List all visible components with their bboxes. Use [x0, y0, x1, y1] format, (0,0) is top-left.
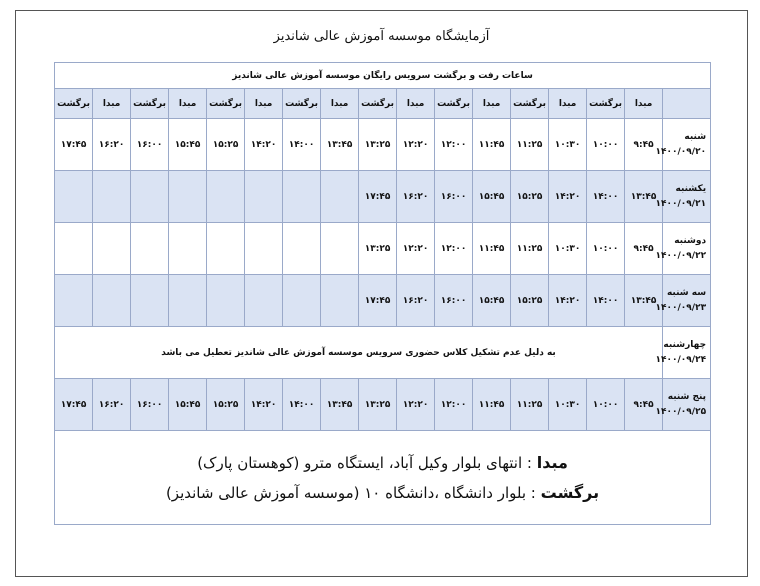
- table-row: [55, 379, 711, 431]
- day-cell: [655, 379, 711, 431]
- time-cell: ۱۱:۴۵: [473, 379, 511, 431]
- time-cell: [55, 223, 93, 275]
- column-header: برگشت: [435, 89, 473, 119]
- time-cell: [321, 223, 359, 275]
- time-cell: [283, 171, 321, 223]
- time-cell: ۹:۴۵: [625, 379, 663, 431]
- column-header: مبدا: [321, 89, 359, 119]
- time-cell: ۱۷:۴۵: [55, 379, 93, 431]
- time-cell: ۱۵:۲۵: [511, 171, 549, 223]
- column-header: مبدا: [625, 89, 663, 119]
- column-header: مبدا: [549, 89, 587, 119]
- time-cell: ۱۳:۴۵: [625, 275, 663, 327]
- time-cell: ۱۷:۴۵: [55, 119, 93, 171]
- time-cell: [55, 275, 93, 327]
- time-cell: [169, 171, 207, 223]
- day-date: ۱۴۰۰/۰۹/۲۱: [655, 198, 707, 209]
- time-cell: ۱۶:۰۰: [435, 275, 473, 327]
- time-cell: ۱۲:۲۰: [397, 223, 435, 275]
- column-header: برگشت: [587, 89, 625, 119]
- day-cell: [655, 119, 711, 171]
- closure-note: به دلیل عدم تشکیل کلاس حضوری سرویس موسسه آموزش عالی شاندیز تعطیل می باشد: [55, 327, 663, 379]
- time-cell: ۱۲:۲۰: [397, 379, 435, 431]
- column-header: برگشت: [207, 89, 245, 119]
- column-header: مبدا: [245, 89, 283, 119]
- day-date: ۱۴۰۰/۰۹/۲۲: [655, 250, 707, 261]
- day-name: پنج شنبه: [667, 391, 707, 402]
- day-name: شنبه: [684, 131, 707, 142]
- time-cell: ۱۴:۲۰: [549, 275, 587, 327]
- day-cell: [655, 171, 711, 223]
- day-cell: [655, 275, 711, 327]
- time-cell: [169, 223, 207, 275]
- time-cell: ۱۰:۰۰: [587, 223, 625, 275]
- time-cell: ۱۰:۳۰: [549, 119, 587, 171]
- time-cell: ۱۶:۲۰: [93, 379, 131, 431]
- time-cell: [283, 223, 321, 275]
- origin-line: [55, 448, 710, 478]
- time-cell: ۱۴:۰۰: [587, 171, 625, 223]
- time-cell: ۱۳:۲۵: [359, 379, 397, 431]
- time-cell: ۱۰:۳۰: [549, 223, 587, 275]
- time-cell: ۱۳:۴۵: [321, 379, 359, 431]
- time-cell: ۱۱:۴۵: [473, 119, 511, 171]
- time-cell: ۱۶:۰۰: [131, 379, 169, 431]
- time-cell: ۹:۴۵: [625, 119, 663, 171]
- table-row: [55, 275, 711, 327]
- time-cell: ۱۴:۰۰: [587, 275, 625, 327]
- document-page: [15, 10, 748, 577]
- time-cell: ۱۱:۲۵: [511, 119, 549, 171]
- table-row: [55, 171, 711, 223]
- time-cell: ۱۵:۴۵: [473, 171, 511, 223]
- time-cell: ۱۳:۴۵: [321, 119, 359, 171]
- time-cell: ۱۵:۲۵: [207, 379, 245, 431]
- day-name: یکشنبه: [675, 183, 707, 194]
- time-cell: ۱۲:۰۰: [435, 379, 473, 431]
- time-cell: ۱۷:۴۵: [359, 171, 397, 223]
- time-cell: ۱۰:۰۰: [587, 119, 625, 171]
- day-cell: [655, 223, 711, 275]
- day-date: ۱۴۰۰/۰۹/۲۰: [655, 146, 707, 157]
- day-cell: [655, 327, 711, 379]
- time-cell: [207, 275, 245, 327]
- document-title: آزمایشگاه موسسه آموزش عالی شاندیز: [273, 29, 490, 44]
- time-cell: [55, 171, 93, 223]
- time-cell: ۱۶:۲۰: [93, 119, 131, 171]
- time-cell: ۱۵:۲۵: [207, 119, 245, 171]
- time-cell: [283, 275, 321, 327]
- footer-cell: [55, 431, 711, 525]
- time-cell: ۱۵:۴۵: [169, 379, 207, 431]
- column-header: برگشت: [55, 89, 93, 119]
- time-cell: [169, 275, 207, 327]
- time-cell: [131, 223, 169, 275]
- origin-text: : انتهای بلوار وکیل آباد، ایستگاه مترو (کوهستان پارک): [197, 453, 537, 472]
- table-title: ساعات رفت و برگشت سرویس رایگان موسسه آموزش عالی شاندیز: [55, 63, 711, 89]
- time-cell: ۱۰:۰۰: [587, 379, 625, 431]
- time-cell: ۱۱:۲۵: [511, 223, 549, 275]
- table-row: [55, 119, 711, 171]
- time-cell: [321, 171, 359, 223]
- origin-label: مبدا: [536, 452, 568, 472]
- day-name: سه شنبه: [666, 287, 707, 298]
- time-cell: [245, 223, 283, 275]
- column-header: برگشت: [283, 89, 321, 119]
- time-cell: ۱۶:۰۰: [435, 171, 473, 223]
- time-cell: ۱۴:۲۰: [549, 171, 587, 223]
- time-cell: [207, 223, 245, 275]
- time-cell: ۱۳:۴۵: [625, 171, 663, 223]
- time-cell: ۱۲:۰۰: [435, 223, 473, 275]
- day-name: چهارشنبه: [663, 339, 707, 350]
- time-cell: [93, 275, 131, 327]
- column-header: مبدا: [473, 89, 511, 119]
- time-cell: [93, 171, 131, 223]
- time-cell: ۱۶:۲۰: [397, 275, 435, 327]
- time-cell: ۹:۴۵: [625, 223, 663, 275]
- time-cell: [93, 223, 131, 275]
- header-row: [55, 89, 711, 119]
- return-text: : بلوار دانشگاه ،دانشگاه ۱۰ (موسسه آموزش عالی شاندیز): [165, 483, 541, 502]
- time-cell: ۱۲:۲۰: [397, 119, 435, 171]
- return-label: برگشت: [540, 482, 600, 502]
- time-cell: ۱۱:۴۵: [473, 223, 511, 275]
- time-cell: ۱۴:۰۰: [283, 379, 321, 431]
- time-cell: ۱۷:۴۵: [359, 275, 397, 327]
- time-cell: ۱۰:۳۰: [549, 379, 587, 431]
- time-cell: ۱۴:۲۰: [245, 119, 283, 171]
- table-row: [55, 223, 711, 275]
- column-header: مبدا: [93, 89, 131, 119]
- day-name: دوشنبه: [674, 235, 707, 246]
- time-cell: ۱۳:۲۵: [359, 119, 397, 171]
- footer-row: [55, 431, 711, 525]
- day-date: ۱۴۰۰/۰۹/۲۳: [655, 302, 707, 313]
- day-date: ۱۴۰۰/۰۹/۲۴: [655, 354, 707, 365]
- time-cell: [245, 275, 283, 327]
- time-cell: ۱۴:۰۰: [283, 119, 321, 171]
- table-row: [55, 327, 711, 379]
- column-header: مبدا: [397, 89, 435, 119]
- time-cell: [131, 171, 169, 223]
- time-cell: ۱۵:۲۵: [511, 275, 549, 327]
- time-cell: ۱۲:۰۰: [435, 119, 473, 171]
- column-header: مبدا: [169, 89, 207, 119]
- time-cell: ۱۵:۴۵: [473, 275, 511, 327]
- time-cell: [321, 275, 359, 327]
- time-cell: [131, 275, 169, 327]
- time-cell: ۱۴:۲۰: [245, 379, 283, 431]
- time-cell: [245, 171, 283, 223]
- header-corner: [663, 89, 711, 119]
- time-cell: ۱۶:۰۰: [131, 119, 169, 171]
- time-cell: ۱۶:۲۰: [397, 171, 435, 223]
- time-cell: ۱۵:۴۵: [169, 119, 207, 171]
- column-header: برگشت: [511, 89, 549, 119]
- time-cell: [207, 171, 245, 223]
- column-header: برگشت: [131, 89, 169, 119]
- return-line: [55, 478, 710, 508]
- column-header: برگشت: [359, 89, 397, 119]
- day-date: ۱۴۰۰/۰۹/۲۵: [655, 406, 707, 417]
- schedule-table: [54, 62, 711, 525]
- time-cell: ۱۱:۲۵: [511, 379, 549, 431]
- time-cell: ۱۳:۲۵: [359, 223, 397, 275]
